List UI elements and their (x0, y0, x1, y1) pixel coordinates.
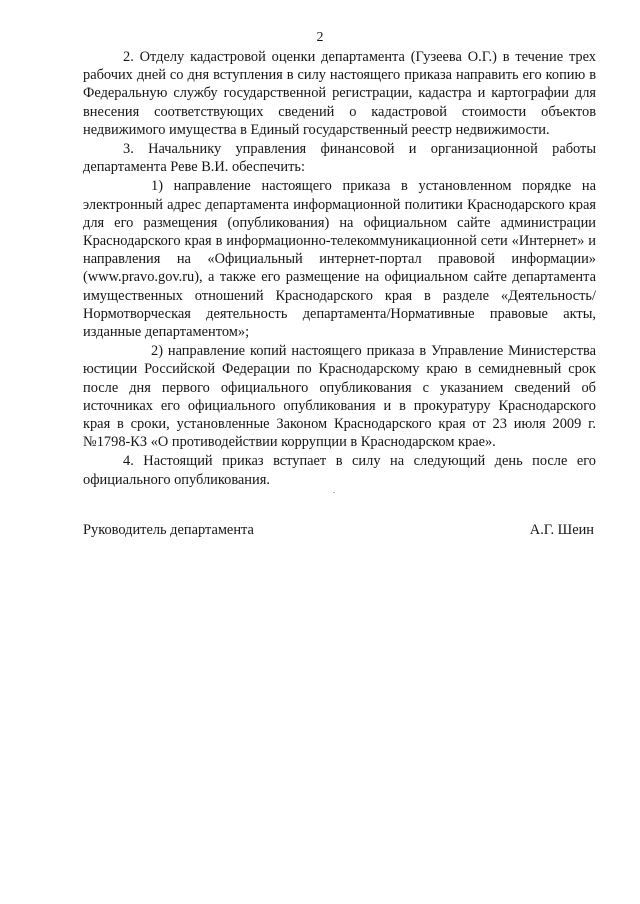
subparagraph-item-2: 2) направление копий настоящего приказа в Управление Министерства юстиции Российской Федерации по Краснодарскому краю в семидневный срок после дня первого официального опубликования с указанием сведений об источниках его официального опубликования и в прокуратуру Краснодарского края в сроки, установленные Законом Краснодарского края от 23 июля 2009 г. №1798-КЗ «О противодействии коррупции в Краснодарском крае». (83, 343, 596, 451)
subparagraph-item-1: 1) направление настоящего приказа в установленном порядке на электронный адрес департамента информационной политики Краснодарского края для его размещения (опубликования) на официальном сайте администрации Краснодарского края в информационно-телекоммуникационной сети «Интернет» и направления на «Официальный интернет-портал правовой информации» (www.pravo.gov.ru), а также его размещение на официальном сайте департамента имущественных отношений Краснодарского края в разделе «Деятельность/Нормотворческая деятельность департамента/Нормативные правовые акты, изданные департаментом»; (83, 178, 596, 341)
signatory-name: А.Г. Шеин (529, 522, 594, 538)
scan-speck (333, 492, 335, 493)
paragraph-item-3: 3. Начальнику управления финансовой и организационной работы департамента Реве В.И. обеспечить: (83, 141, 596, 176)
signatory-title: Руководитель департамента (83, 522, 254, 538)
paragraph-item-2: 2. Отделу кадастровой оценки департамента (Гузеева О.Г.) в течение трех рабочих дней со дня вступления в силу настоящего приказа направить его копию в Федеральную службу государственной регистрации, кадастра и картографии для внесения соответствующих сведений о кадастровой стоимости объектов недвижимого имущества в Единый государственный реестр недвижимости. (83, 49, 596, 138)
page-number: 2 (316, 30, 324, 45)
document-body (83, 48, 596, 490)
paragraph-item-4: 4. Настоящий приказ вступает в силу на следующий день после его официального опубликования. (83, 453, 596, 488)
